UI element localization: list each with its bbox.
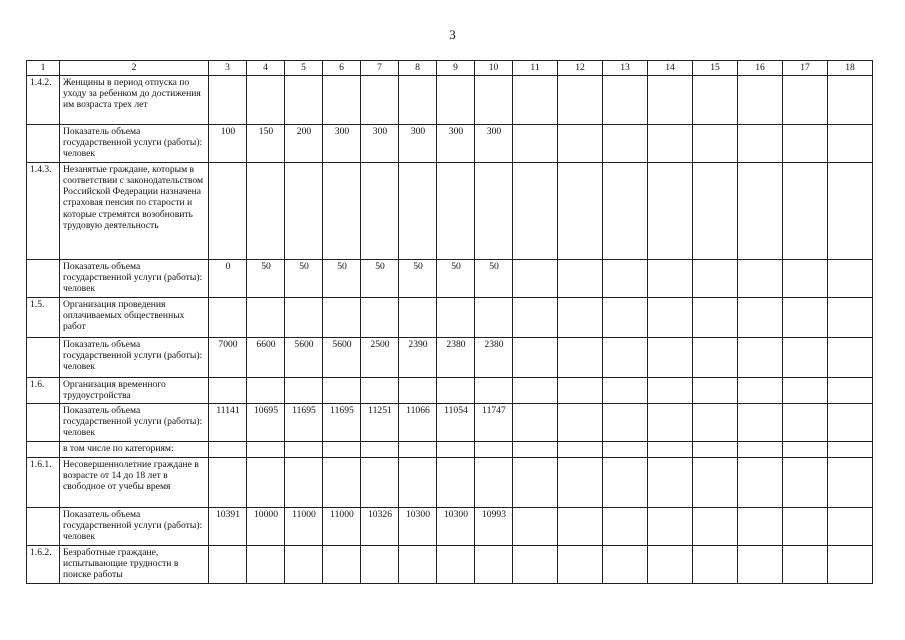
value-cell: 50 <box>247 260 285 298</box>
table-row <box>27 298 873 338</box>
value-cell <box>603 546 648 584</box>
row-number: 1.6.2. <box>27 546 60 584</box>
value-cell <box>247 163 285 260</box>
value-cell <box>828 125 873 163</box>
value-cell <box>693 442 738 458</box>
value-cell <box>475 442 513 458</box>
value-cell <box>513 76 558 125</box>
value-cell <box>603 404 648 442</box>
value-cell <box>783 442 828 458</box>
row-description: Показатель объема государственной услуги (работы): человек <box>60 404 209 442</box>
value-cell <box>738 508 783 546</box>
value-cell <box>558 76 603 125</box>
value-cell: 150 <box>247 125 285 163</box>
value-cell <box>738 338 783 378</box>
value-cell: 7000 <box>209 338 247 378</box>
value-cell: 300 <box>361 125 399 163</box>
value-cell <box>648 298 693 338</box>
row-number <box>27 125 60 163</box>
value-cell <box>693 378 738 404</box>
row-description: Показатель объема государственной услуги (работы): человек <box>60 260 209 298</box>
table-row <box>27 76 873 125</box>
value-cell <box>738 163 783 260</box>
value-cell: 11000 <box>285 508 323 546</box>
page-number: 3 <box>449 27 456 42</box>
value-cell <box>285 298 323 338</box>
table-row <box>27 163 873 260</box>
value-cell <box>475 378 513 404</box>
row-number: 1.4.3. <box>27 163 60 260</box>
value-cell <box>399 546 437 584</box>
value-cell <box>399 76 437 125</box>
value-cell <box>247 378 285 404</box>
value-cell <box>209 442 247 458</box>
value-cell: 200 <box>285 125 323 163</box>
value-cell <box>783 298 828 338</box>
value-cell: 10300 <box>399 508 437 546</box>
value-cell <box>399 458 437 508</box>
value-cell <box>783 404 828 442</box>
value-cell <box>323 458 361 508</box>
value-cell <box>603 458 648 508</box>
value-cell <box>693 404 738 442</box>
value-cell <box>558 163 603 260</box>
value-cell <box>247 298 285 338</box>
value-cell <box>828 442 873 458</box>
value-cell <box>247 546 285 584</box>
value-cell: 2380 <box>437 338 475 378</box>
value-cell: 50 <box>437 260 475 298</box>
value-cell <box>648 260 693 298</box>
value-cell <box>513 546 558 584</box>
value-cell: 11054 <box>437 404 475 442</box>
value-cell <box>247 76 285 125</box>
value-cell <box>783 546 828 584</box>
table-row <box>27 458 873 508</box>
value-cell: 50 <box>323 260 361 298</box>
value-cell <box>738 442 783 458</box>
column-header: 2 <box>60 61 209 76</box>
value-cell <box>209 298 247 338</box>
value-cell <box>603 298 648 338</box>
value-cell: 10000 <box>247 508 285 546</box>
value-cell <box>783 338 828 378</box>
row-description: Незанятые граждане, которым в соответствии с законодательством Российской Федерации назначена страховая пенсия по старости и которые стремятся возобновить трудовую деятельность <box>60 163 209 260</box>
value-cell <box>828 163 873 260</box>
column-header: 8 <box>399 61 437 76</box>
row-number <box>27 404 60 442</box>
value-cell <box>209 546 247 584</box>
column-header: 7 <box>361 61 399 76</box>
value-cell <box>475 76 513 125</box>
value-cell <box>285 163 323 260</box>
column-header: 13 <box>603 61 648 76</box>
value-cell <box>693 260 738 298</box>
value-cell: 50 <box>285 260 323 298</box>
value-cell <box>603 163 648 260</box>
value-cell: 5600 <box>323 338 361 378</box>
value-cell <box>475 546 513 584</box>
value-cell <box>247 442 285 458</box>
row-number <box>27 508 60 546</box>
value-cell <box>783 260 828 298</box>
value-cell <box>209 458 247 508</box>
value-cell <box>513 260 558 298</box>
value-cell <box>361 76 399 125</box>
column-header: 17 <box>783 61 828 76</box>
value-cell <box>783 76 828 125</box>
value-cell <box>399 378 437 404</box>
row-description: в том числе по категориям: <box>60 442 209 458</box>
value-cell: 11251 <box>361 404 399 442</box>
value-cell <box>738 546 783 584</box>
row-number: 1.5. <box>27 298 60 338</box>
value-cell: 300 <box>475 125 513 163</box>
column-header: 4 <box>247 61 285 76</box>
value-cell <box>828 378 873 404</box>
column-header: 10 <box>475 61 513 76</box>
column-header: 14 <box>648 61 693 76</box>
value-cell <box>783 378 828 404</box>
value-cell <box>603 338 648 378</box>
value-cell <box>783 163 828 260</box>
value-cell <box>693 338 738 378</box>
value-cell <box>399 298 437 338</box>
value-cell <box>828 338 873 378</box>
value-cell <box>513 298 558 338</box>
value-cell <box>513 338 558 378</box>
value-cell <box>437 76 475 125</box>
row-description: Безработные граждане, испытывающие трудности в поиске работы <box>60 546 209 584</box>
value-cell <box>783 125 828 163</box>
row-description: Организация проведения оплачиваемых общественных работ <box>60 298 209 338</box>
value-cell <box>209 378 247 404</box>
row-number: 1.4.2. <box>27 76 60 125</box>
value-cell <box>693 163 738 260</box>
value-cell <box>738 260 783 298</box>
value-cell: 100 <box>209 125 247 163</box>
value-cell <box>558 260 603 298</box>
table-row <box>27 508 873 546</box>
table-row <box>27 404 873 442</box>
table-row <box>27 125 873 163</box>
value-cell <box>285 458 323 508</box>
header-row <box>27 61 873 76</box>
value-cell: 300 <box>323 125 361 163</box>
value-cell <box>558 508 603 546</box>
value-cell <box>437 298 475 338</box>
value-cell: 10391 <box>209 508 247 546</box>
value-cell <box>738 458 783 508</box>
row-description: Женщины в период отпуска по уходу за ребенком до достижения им возраста трех лет <box>60 76 209 125</box>
value-cell <box>738 404 783 442</box>
value-cell <box>693 298 738 338</box>
row-number <box>27 442 60 458</box>
value-cell <box>361 163 399 260</box>
value-cell: 50 <box>399 260 437 298</box>
value-cell <box>648 76 693 125</box>
value-cell <box>693 76 738 125</box>
column-header: 3 <box>209 61 247 76</box>
row-number <box>27 260 60 298</box>
row-description: Показатель объема государственной услуги (работы): человек <box>60 338 209 378</box>
value-cell <box>399 163 437 260</box>
column-header: 11 <box>513 61 558 76</box>
value-cell <box>513 125 558 163</box>
value-cell <box>361 458 399 508</box>
row-description: Показатель объема государственной услуги (работы): человек <box>60 508 209 546</box>
value-cell <box>323 378 361 404</box>
value-cell <box>603 125 648 163</box>
value-cell <box>475 298 513 338</box>
value-cell <box>323 163 361 260</box>
row-description: Организация временного трудоустройства <box>60 378 209 404</box>
value-cell <box>558 458 603 508</box>
value-cell: 5600 <box>285 338 323 378</box>
value-cell <box>693 125 738 163</box>
row-number: 1.6.1. <box>27 458 60 508</box>
value-cell <box>513 508 558 546</box>
value-cell <box>323 546 361 584</box>
value-cell <box>828 404 873 442</box>
row-description: Показатель объема государственной услуги (работы): человек <box>60 125 209 163</box>
value-cell <box>783 458 828 508</box>
row-description: Несовершеннолетние граждане в возрасте от 14 до 18 лет в свободное от учебы время <box>60 458 209 508</box>
value-cell: 10993 <box>475 508 513 546</box>
value-cell <box>361 546 399 584</box>
value-cell <box>693 458 738 508</box>
value-cell <box>399 442 437 458</box>
value-cell: 300 <box>399 125 437 163</box>
value-cell <box>603 442 648 458</box>
value-cell <box>828 76 873 125</box>
value-cell: 2380 <box>475 338 513 378</box>
value-cell <box>209 163 247 260</box>
value-cell <box>558 404 603 442</box>
table-row <box>27 260 873 298</box>
row-number <box>27 338 60 378</box>
value-cell <box>513 442 558 458</box>
value-cell: 50 <box>361 260 399 298</box>
value-cell <box>648 546 693 584</box>
value-cell: 10326 <box>361 508 399 546</box>
value-cell <box>648 338 693 378</box>
value-cell <box>648 404 693 442</box>
value-cell: 300 <box>437 125 475 163</box>
value-cell <box>285 76 323 125</box>
column-header: 1 <box>27 61 60 76</box>
value-cell <box>648 458 693 508</box>
table-row <box>27 442 873 458</box>
value-cell <box>828 260 873 298</box>
value-cell <box>285 378 323 404</box>
value-cell <box>693 508 738 546</box>
value-cell <box>437 458 475 508</box>
column-header: 5 <box>285 61 323 76</box>
value-cell <box>361 442 399 458</box>
column-header: 18 <box>828 61 873 76</box>
value-cell <box>285 442 323 458</box>
column-header: 6 <box>323 61 361 76</box>
value-cell <box>558 298 603 338</box>
value-cell: 11747 <box>475 404 513 442</box>
row-number: 1.6. <box>27 378 60 404</box>
column-header: 16 <box>738 61 783 76</box>
value-cell: 6600 <box>247 338 285 378</box>
value-cell <box>323 76 361 125</box>
value-cell <box>558 125 603 163</box>
column-header: 12 <box>558 61 603 76</box>
value-cell <box>437 378 475 404</box>
value-cell: 11000 <box>323 508 361 546</box>
value-cell: 10300 <box>437 508 475 546</box>
value-cell <box>558 338 603 378</box>
value-cell <box>437 442 475 458</box>
value-cell: 2390 <box>399 338 437 378</box>
value-cell <box>323 442 361 458</box>
value-cell <box>475 458 513 508</box>
value-cell <box>603 260 648 298</box>
value-cell: 11066 <box>399 404 437 442</box>
value-cell <box>648 378 693 404</box>
value-cell <box>285 546 323 584</box>
value-cell <box>648 163 693 260</box>
value-cell <box>738 125 783 163</box>
value-cell <box>558 546 603 584</box>
value-cell <box>209 76 247 125</box>
value-cell: 2500 <box>361 338 399 378</box>
value-cell <box>361 378 399 404</box>
value-cell <box>513 404 558 442</box>
value-cell <box>738 298 783 338</box>
value-cell <box>648 508 693 546</box>
value-cell <box>648 125 693 163</box>
table-row <box>27 338 873 378</box>
value-cell: 50 <box>475 260 513 298</box>
value-cell: 11141 <box>209 404 247 442</box>
table-row <box>27 378 873 404</box>
value-cell <box>437 163 475 260</box>
value-cell <box>828 508 873 546</box>
value-cell <box>361 298 399 338</box>
plan-table <box>26 60 873 584</box>
value-cell <box>558 442 603 458</box>
value-cell: 11695 <box>323 404 361 442</box>
value-cell <box>437 546 475 584</box>
value-cell <box>783 508 828 546</box>
value-cell <box>828 458 873 508</box>
value-cell <box>738 76 783 125</box>
value-cell <box>558 378 603 404</box>
value-cell <box>513 378 558 404</box>
table-row <box>27 546 873 584</box>
column-header: 15 <box>693 61 738 76</box>
value-cell: 0 <box>209 260 247 298</box>
column-header: 9 <box>437 61 475 76</box>
value-cell <box>247 458 285 508</box>
value-cell <box>603 378 648 404</box>
value-cell <box>323 298 361 338</box>
value-cell: 11695 <box>285 404 323 442</box>
value-cell <box>828 546 873 584</box>
value-cell <box>513 458 558 508</box>
value-cell <box>648 442 693 458</box>
value-cell <box>738 378 783 404</box>
value-cell <box>475 163 513 260</box>
value-cell: 10695 <box>247 404 285 442</box>
value-cell <box>693 546 738 584</box>
value-cell <box>603 508 648 546</box>
value-cell <box>603 76 648 125</box>
value-cell <box>513 163 558 260</box>
value-cell <box>828 298 873 338</box>
